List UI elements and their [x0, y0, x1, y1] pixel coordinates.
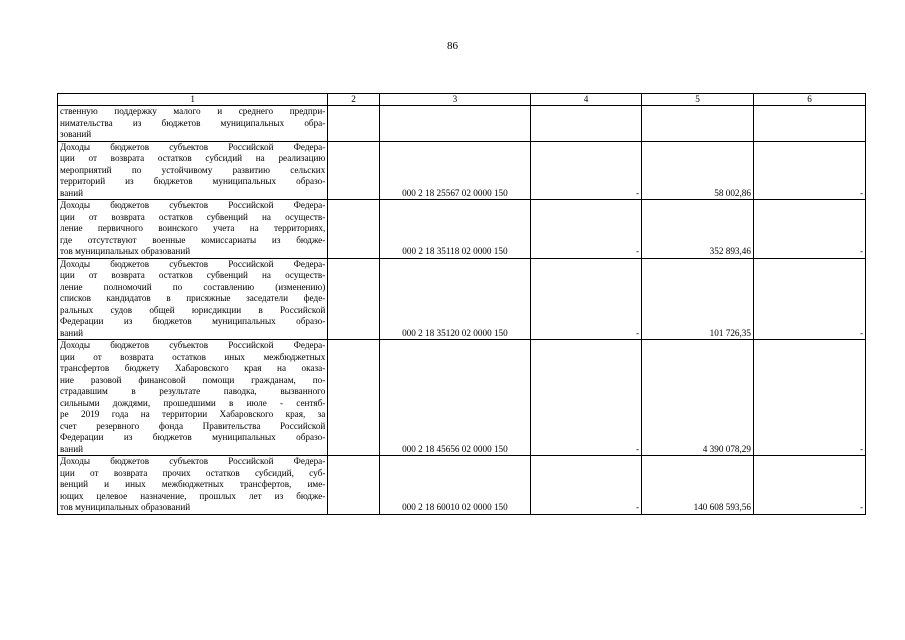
description-line: ре 2019 года на территории Хабаровского края, за [60, 409, 326, 419]
description-line: нимательства из бюджетов муниципальных обра- [60, 117, 326, 128]
description-line: ции от возврата остатков иных межбюджетных [60, 351, 326, 362]
table-row [58, 258, 866, 340]
col-2-cell [328, 258, 379, 340]
description-line: ральных судов общей юрисдикции в Российской [60, 304, 326, 315]
page-number: 86 [447, 40, 458, 52]
budget-code-cell: 000 2 18 60010 02 0000 150 [379, 456, 530, 515]
budget-code-cell [379, 106, 530, 142]
col-2-cell [328, 456, 379, 515]
description-line: где отсутствуют военные комиссариаты из бюдже- [60, 234, 326, 245]
description-line: Доходы бюджетов субъектов Российской Федера- [60, 456, 326, 466]
description-line: Доходы бюджетов субъектов Российской Федера- [60, 340, 326, 350]
header-col-6: 6 [753, 94, 865, 106]
col-5-amount-cell [642, 106, 754, 142]
col-5-amount-cell: 140 608 593,56 [642, 456, 754, 515]
description-line: ние разовой финансовой помощи гражданам, по- [60, 374, 326, 385]
col-5-amount-cell: 4 390 078,29 [642, 340, 754, 456]
budget-code-cell: 000 2 18 35118 02 0000 150 [379, 200, 530, 259]
description-line: ваний [60, 327, 84, 338]
description-line: ваний [60, 187, 84, 198]
description-line: ции от возврата остатков субсидий на реализацию [60, 153, 326, 163]
table-body [58, 106, 866, 515]
revenue-description-cell [58, 141, 328, 200]
description-line: тов муниципальных образований [60, 246, 191, 256]
col-6-value-cell: - [753, 340, 865, 456]
revenue-description-cell [58, 106, 328, 142]
table-row [58, 106, 866, 142]
description-line: страдавшим в результате паводка, вызванного [60, 386, 326, 396]
description-line: трансфертов бюджету Хабаровского края на оказа- [60, 363, 326, 373]
description-line: ции от возврата остатков субвенций на осуществ- [60, 270, 326, 280]
description-line: зований [60, 129, 92, 139]
col-4-value-cell [531, 106, 642, 142]
col-6-value-cell: - [753, 141, 865, 200]
header-col-1: 1 [58, 94, 328, 106]
description-line: венций и иных межбюджетных трансфертов, име- [60, 479, 326, 489]
description-line: Федерации из бюджетов муниципальных образо- [60, 432, 326, 442]
description-line: Доходы бюджетов субъектов Российской Федера- [60, 200, 326, 210]
budget-code-cell: 000 2 18 35120 02 0000 150 [379, 258, 530, 340]
description-line: Доходы бюджетов субъектов Российской Федера- [60, 141, 326, 152]
col-5-amount-cell: 58 002,86 [642, 141, 754, 200]
header-col-5: 5 [642, 94, 754, 106]
description-line: Федерации из бюджетов муниципальных образо- [60, 316, 326, 326]
description-line: сильными дождями, прошедшими в июле - сентяб- [60, 397, 326, 408]
description-line: ственную поддержку малого и среднего предпри- [60, 106, 326, 116]
table-row [58, 141, 866, 200]
col-5-amount-cell: 352 893,46 [642, 200, 754, 259]
col-6-value-cell: - [753, 200, 865, 259]
header-col-3: 3 [379, 94, 530, 106]
budget-code-cell: 000 2 18 25567 02 0000 150 [379, 141, 530, 200]
header-col-2: 2 [328, 94, 379, 106]
col-4-value-cell: - [531, 340, 642, 456]
description-line: ление полномочий по составлению (изменению) [60, 281, 326, 292]
revenue-description-cell [58, 200, 328, 259]
col-4-value-cell: - [531, 456, 642, 515]
description-line: списков кандидатов в присяжные заседатели феде- [60, 293, 326, 303]
description-line: мероприятий по устойчивому развитию сельских [60, 164, 326, 175]
table-row [58, 456, 866, 515]
col-2-cell [328, 106, 379, 142]
col-4-value-cell: - [531, 141, 642, 200]
col-4-value-cell: - [531, 200, 642, 259]
description-line: ции от возврата прочих остатков субсидий, суб- [60, 467, 326, 478]
col-2-cell [328, 340, 379, 456]
description-line: территорий из бюджетов муниципальных образо- [60, 176, 326, 186]
budget-code-cell: 000 2 18 45656 02 0000 150 [379, 340, 530, 456]
header-col-4: 4 [531, 94, 642, 106]
col-4-value-cell: - [531, 258, 642, 340]
table-row [58, 200, 866, 259]
col-2-cell [328, 141, 379, 200]
col-2-cell [328, 200, 379, 259]
description-line: Доходы бюджетов субъектов Российской Федера- [60, 258, 326, 269]
description-line: ции от возврата остатков субвенций на осуществ- [60, 211, 326, 222]
description-line: счет резервного фонда Правительства Российской [60, 420, 326, 431]
col-6-value-cell: - [753, 456, 865, 515]
description-line: ление первичного воинского учета на территориях, [60, 223, 326, 233]
revenue-description-cell [58, 456, 328, 515]
col-5-amount-cell: 101 726,35 [642, 258, 754, 340]
description-line: ваний [60, 443, 84, 454]
col-6-value-cell [753, 106, 865, 142]
description-line: ющих целевое назначение, прошлых лет из бюдже- [60, 490, 326, 501]
description-line: тов муниципальных образований [60, 502, 191, 512]
revenue-description-cell [58, 258, 328, 340]
budget-revenue-table [57, 93, 866, 515]
col-6-value-cell: - [753, 258, 865, 340]
table-header-row [58, 94, 866, 106]
revenue-description-cell [58, 340, 328, 456]
table-row [58, 340, 866, 456]
